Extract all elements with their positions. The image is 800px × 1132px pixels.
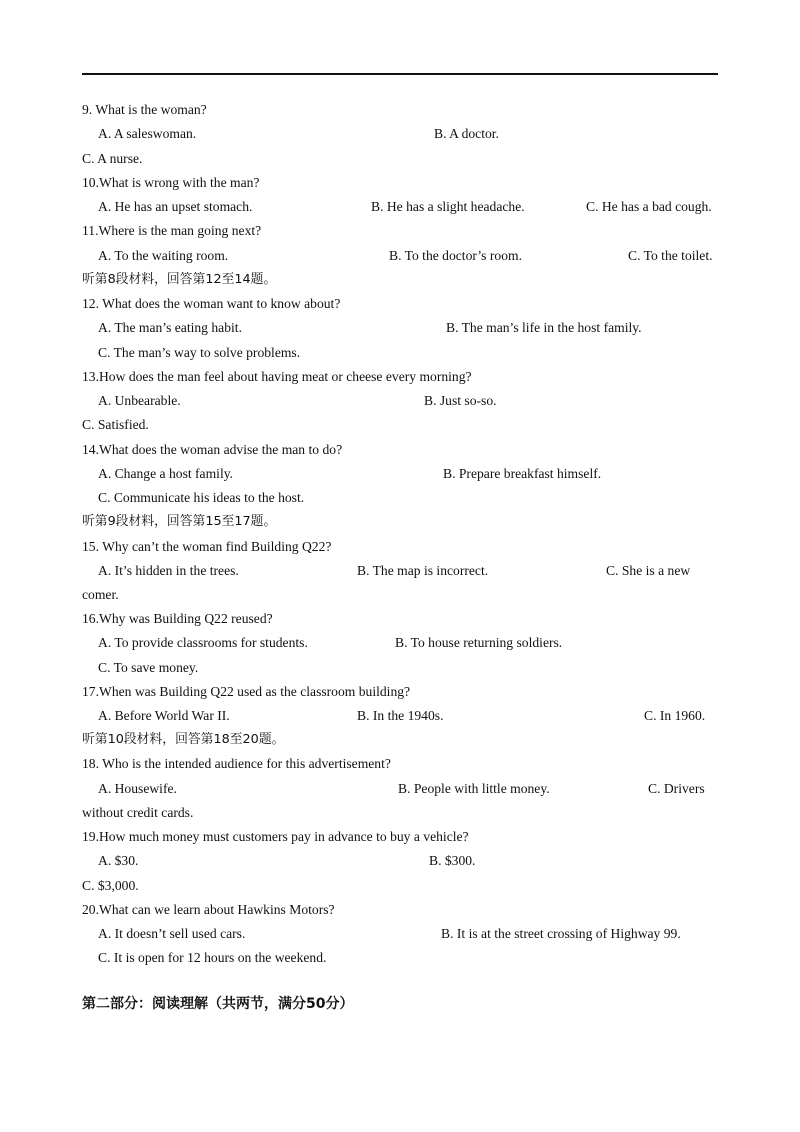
option-b: B. The man’s life in the host family. [446,320,642,335]
question-stem: 9. What is the woman? [82,102,207,117]
question-stem: 14.What does the woman advise the man to do? [82,442,343,457]
question-stem: 13.How does the man feel about having meat or cheese every morning? [82,369,472,384]
option-a: A. Unbearable. [98,393,181,408]
option-b: B. In the 1940s. [357,708,444,723]
section-instruction: 听第9段材料，回答第15至17题。 [82,514,277,529]
option-c: C. In 1960. [644,708,706,723]
option-a: A. It doesn’t sell used cars. [98,926,246,941]
option-a: A. Housewife. [98,781,177,796]
part-two-heading: 第二部分：阅读理解（共两节，满分50分） [82,996,354,1012]
question-stem: 19.How much money must customers pay in advance to buy a vehicle? [82,829,469,844]
option-a: A. Change a host family. [98,466,234,481]
option-a: A. The man’s eating habit. [98,320,242,335]
option-a: A. Before World War II. [98,708,230,723]
question-stem: 16.Why was Building Q22 reused? [82,611,273,626]
option-c: C. Communicate his ideas to the host. [98,490,305,505]
question-stem: 10.What is wrong with the man? [82,175,260,190]
option-c: C. To save money. [98,660,199,675]
option-c-continued: without credit cards. [82,805,194,820]
option-c: C. She is a new [606,563,691,578]
option-b: B. Prepare breakfast himself. [443,466,602,481]
question-stem: 18. Who is the intended audience for this advertisement? [82,756,391,771]
option-c: C. He has a bad cough. [586,199,712,214]
option-a: A. A saleswoman. [98,126,197,141]
question-stem: 15. Why can’t the woman find Building Q22? [82,539,332,554]
option-c: C. It is open for 12 hours on the weekend. [98,950,327,965]
option-c: C. Satisfied. [82,417,149,432]
option-b: B. $300. [429,853,476,868]
option-a: A. He has an upset stomach. [98,199,253,214]
question-stem: 11.Where is the man going next? [82,223,262,238]
question-stem: 12. What does the woman want to know about? [82,296,341,311]
option-c-continued: comer. [82,587,119,602]
option-b: B. To the doctor’s room. [389,248,522,263]
header-rule [82,73,718,75]
question-stem: 17.When was Building Q22 used as the classroom building? [82,684,411,699]
section-instruction: 听第8段材料，回答第12至14题。 [82,272,277,287]
option-c: C. To the toilet. [628,248,713,263]
option-c: C. $3,000. [82,878,139,893]
option-b: B. It is at the street crossing of Highway 99. [441,926,681,941]
option-b: B. He has a slight headache. [371,199,525,214]
option-a: A. To the waiting room. [98,248,229,263]
section-instruction: 听第10段材料，回答第18至20题。 [82,732,285,747]
option-b: B. To house returning soldiers. [395,635,563,650]
option-a: A. It’s hidden in the trees. [98,563,239,578]
option-c: C. The man’s way to solve problems. [98,345,301,360]
option-b: B. The map is incorrect. [357,563,489,578]
option-c: C. Drivers [648,781,705,796]
option-a: A. To provide classrooms for students. [98,635,308,650]
option-b: B. People with little money. [398,781,550,796]
option-b: B. Just so-so. [424,393,497,408]
option-a: A. $30. [98,853,139,868]
option-b: B. A doctor. [434,126,499,141]
question-stem: 20.What can we learn about Hawkins Motors? [82,902,335,917]
option-c: C. A nurse. [82,151,143,166]
